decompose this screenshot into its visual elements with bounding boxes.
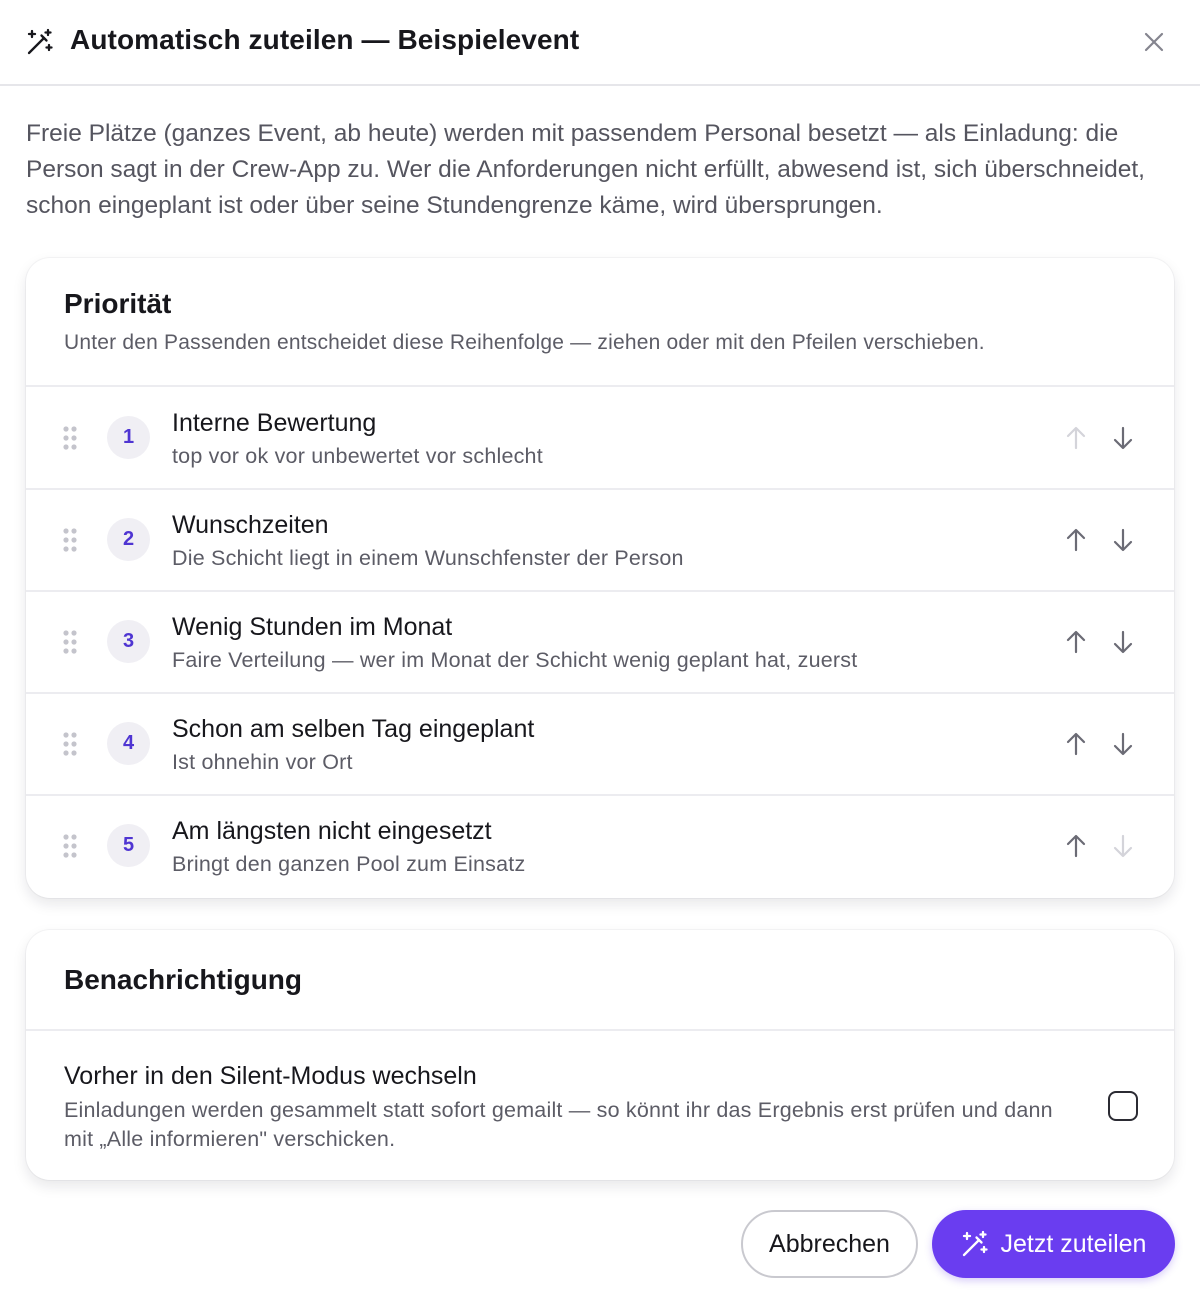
priority-row[interactable]	[26, 489, 1174, 591]
priority-row-description: Ist ohnehin vor Ort	[172, 750, 353, 774]
priority-card	[26, 258, 1174, 898]
cancel-button[interactable]	[741, 1210, 918, 1278]
rank-badge: 3	[107, 620, 150, 663]
silent-mode-label: Vorher in den Silent-Modus wechseln	[64, 1062, 477, 1090]
priority-row-title: Schon am selben Tag eingeplant	[172, 715, 535, 743]
dialog-title: Automatisch zuteilen — Beispielevent	[70, 24, 580, 55]
notification-card	[26, 930, 1174, 1180]
priority-row-title: Am längsten nicht eingesetzt	[172, 817, 492, 845]
arrow-down-icon[interactable]	[1109, 423, 1137, 453]
rank-badge: 1	[107, 416, 150, 459]
silent-mode-checkbox[interactable]	[1108, 1091, 1138, 1121]
rank-badge: 2	[107, 518, 150, 561]
drag-handle-icon[interactable]	[62, 731, 78, 757]
drag-handle-icon[interactable]	[62, 629, 78, 655]
priority-row-description: top vor ok vor unbewertet vor schlecht	[172, 444, 543, 468]
priority-row-title: Interne Bewertung	[172, 409, 377, 437]
drag-handle-icon[interactable]	[62, 527, 78, 553]
assign-now-button[interactable]	[932, 1210, 1175, 1278]
arrow-up-icon[interactable]	[1062, 525, 1090, 555]
arrow-down-icon[interactable]	[1109, 729, 1137, 759]
divider	[26, 1029, 1174, 1031]
arrow-down-icon	[1109, 831, 1137, 861]
cancel-button-label: Abbrechen	[769, 1229, 890, 1258]
arrow-up-icon[interactable]	[1062, 729, 1090, 759]
priority-subtitle: Unter den Passenden entscheidet diese Reihenfolge — ziehen oder mit den Pfeilen verschieben.	[64, 331, 985, 354]
close-icon[interactable]	[1139, 27, 1169, 57]
intro-text: Freie Plätze (ganzes Event, ab heute) werden mit passendem Personal besetzt — als Einladung: die Person sagt in der Crew-App zu. Wer die Anforderungen nicht erfüllt, abwesend ist, sich überschneidet, schon eingeplant ist oder über seine Stundengrenze käme, wird übersprungen.	[26, 120, 1145, 219]
dialog-header	[0, 0, 1200, 86]
priority-row-description: Bringt den ganzen Pool zum Einsatz	[172, 852, 526, 876]
assign-now-button-label: Jetzt zuteilen	[1000, 1229, 1147, 1258]
arrow-down-icon[interactable]	[1109, 627, 1137, 657]
rank-badge: 4	[107, 722, 150, 765]
priority-row-title: Wunschzeiten	[172, 511, 329, 539]
priority-row[interactable]	[26, 591, 1174, 693]
arrow-down-icon[interactable]	[1109, 525, 1137, 555]
drag-handle-icon[interactable]	[62, 425, 78, 451]
priority-row-title: Wenig Stunden im Monat	[172, 613, 453, 641]
priority-title: Priorität	[64, 288, 172, 319]
priority-row[interactable]	[26, 693, 1174, 795]
priority-row[interactable]	[26, 387, 1174, 489]
priority-row-description: Faire Verteilung — wer im Monat der Schicht wenig geplant hat, zuerst	[172, 648, 858, 672]
rank-badge: 5	[107, 824, 150, 867]
silent-mode-description: Einladungen werden gesammelt statt sofort gemailt — so könnt ihr das Ergebnis erst prüfen und dann mit „Alle informieren" verschicken.	[64, 1098, 1053, 1151]
priority-row[interactable]	[26, 795, 1174, 897]
drag-handle-icon[interactable]	[62, 833, 78, 859]
magic-wand-icon	[26, 28, 54, 56]
priority-row-description: Die Schicht liegt in einem Wunschfenster der Person	[172, 546, 684, 570]
arrow-up-icon[interactable]	[1062, 831, 1090, 861]
notification-title: Benachrichtigung	[64, 964, 303, 995]
arrow-up-icon[interactable]	[1062, 627, 1090, 657]
magic-wand-icon	[961, 1230, 989, 1258]
arrow-up-icon	[1062, 423, 1090, 453]
